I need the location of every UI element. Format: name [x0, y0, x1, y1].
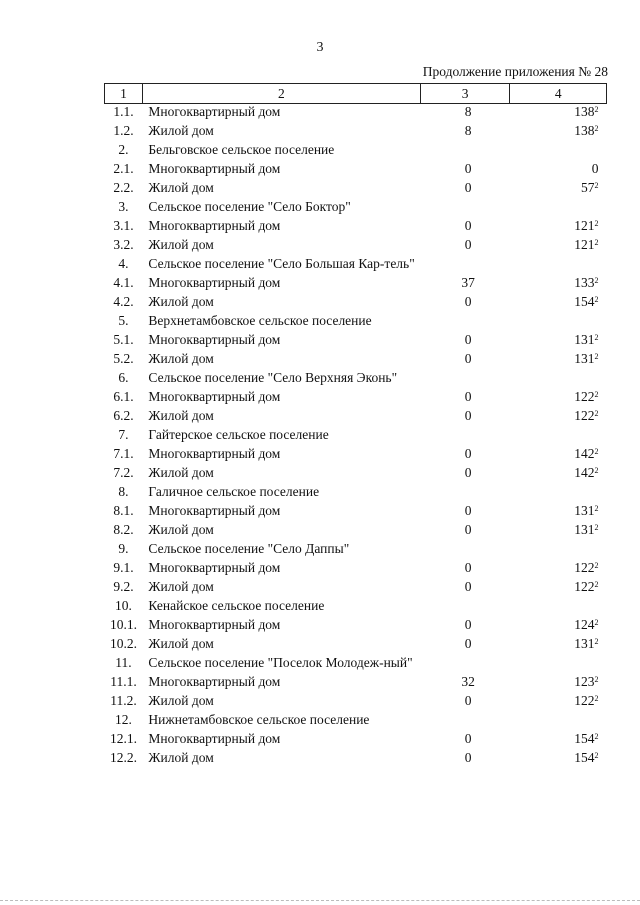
row-name: Многоквартирный дом [148, 389, 281, 404]
row-name-cell [142, 465, 420, 484]
row-col3-value: 0 [464, 560, 472, 575]
row-name: Многоквартирный дом [148, 104, 281, 119]
row-name-cell [142, 693, 420, 712]
row-number: 10.2. [109, 636, 137, 651]
row-name-cell [142, 522, 420, 541]
row-col3-value: 37 [461, 275, 475, 290]
row-col3-value: 32 [461, 674, 475, 689]
row-number: 1.2. [113, 123, 134, 138]
row-number: 3. [118, 199, 129, 214]
row-name-cell [142, 750, 420, 769]
row-name-cell [142, 560, 420, 579]
table-row [105, 142, 607, 161]
row-name: Сельское поселение "Село Большая Кар-тель" [148, 256, 415, 271]
row-name-cell [142, 446, 420, 465]
row-col3-value [420, 142, 510, 161]
row-name-cell [142, 332, 420, 351]
row-name: Кенайское сельское поселение [148, 598, 325, 613]
row-col4-cell [510, 370, 607, 389]
row-col4-cell [510, 750, 607, 769]
row-name: Жилой дом [148, 294, 214, 309]
row-col4-value: 122 [574, 693, 595, 708]
row-col3-value: 0 [464, 408, 472, 423]
table-row [105, 180, 607, 199]
row-col4-value: 121 [574, 237, 595, 252]
header-col-4: 4 [510, 84, 607, 104]
row-col4-value: 131 [574, 503, 595, 518]
table-row [105, 389, 607, 408]
row-col4-value: 124 [574, 617, 595, 632]
table-row [105, 294, 607, 313]
header-col-2: 2 [142, 84, 420, 104]
row-number: 4. [118, 256, 129, 271]
table-row [105, 560, 607, 579]
row-name: Сельское поселение "Поселок Молодеж-ный" [148, 655, 413, 670]
row-col3-value: 0 [464, 389, 472, 404]
row-col4-cell [510, 389, 607, 408]
footnote-marker: 2 [594, 732, 599, 741]
table-row [105, 731, 607, 750]
row-col4-value: 57 [581, 180, 595, 195]
table-row [105, 313, 607, 332]
table-row [105, 484, 607, 503]
row-name: Многоквартирный дом [148, 275, 281, 290]
row-number: 3.2. [113, 237, 134, 252]
table-row [105, 617, 607, 636]
header-col-3: 3 [420, 84, 510, 104]
row-name: Гайтерское сельское поселение [148, 427, 329, 442]
row-col3-value: 0 [464, 294, 472, 309]
footnote-marker: 2 [594, 390, 599, 399]
row-number: 4.2. [113, 294, 134, 309]
row-col4-value: 138 [574, 104, 595, 119]
row-col4-cell [510, 104, 607, 124]
row-number: 1.1. [113, 104, 134, 119]
row-col4-cell [510, 541, 607, 560]
row-name: Жилой дом [148, 351, 214, 366]
table-row [105, 693, 607, 712]
row-name: Жилой дом [148, 750, 214, 765]
table-row [105, 541, 607, 560]
row-col4-cell [510, 446, 607, 465]
table-row [105, 161, 607, 180]
row-number: 9. [118, 541, 129, 556]
row-name-cell [142, 104, 420, 124]
row-col4-value: 0 [591, 161, 599, 176]
row-name: Жилой дом [148, 636, 214, 651]
row-name-cell [142, 427, 420, 446]
table-row [105, 503, 607, 522]
row-col3-value: 0 [464, 161, 472, 176]
row-name-cell [142, 503, 420, 522]
table-body [105, 104, 607, 770]
row-col4-cell [510, 408, 607, 427]
row-col4-value: 133 [574, 275, 595, 290]
row-name: Жилой дом [148, 408, 214, 423]
table-row [105, 427, 607, 446]
row-col4-value: 121 [574, 218, 595, 233]
row-col4-cell [510, 484, 607, 503]
row-col3-value: 0 [464, 617, 472, 632]
row-number: 10.1. [109, 617, 137, 632]
row-name-cell [142, 674, 420, 693]
row-name: Многоквартирный дом [148, 218, 281, 233]
table-row [105, 218, 607, 237]
row-name: Сельское поселение "Село Даппы" [148, 541, 350, 556]
row-name: Многоквартирный дом [148, 332, 281, 347]
row-col3-value [420, 313, 510, 332]
row-name: Жилой дом [148, 693, 214, 708]
row-number: 12. [115, 712, 132, 727]
row-col4-cell [510, 617, 607, 636]
table-row [105, 655, 607, 674]
row-number: 3.1. [113, 218, 134, 233]
row-col3-value: 0 [464, 750, 472, 765]
row-col4-cell [510, 237, 607, 256]
row-number: 9.1. [113, 560, 134, 575]
row-name-cell [142, 484, 420, 503]
row-name: Жилой дом [148, 579, 214, 594]
row-number: 5.1. [113, 332, 134, 347]
table-row [105, 256, 607, 275]
row-name-cell [142, 408, 420, 427]
row-col4-cell [510, 332, 607, 351]
row-col3-value [420, 484, 510, 503]
row-col3-value: 0 [464, 218, 472, 233]
row-name: Сельское поселение "Село Верхняя Эконь" [148, 370, 398, 385]
row-name: Галичное сельское поселение [148, 484, 320, 499]
row-col4-cell [510, 636, 607, 655]
row-col4-value: 131 [574, 522, 595, 537]
row-col4-value: 131 [574, 636, 595, 651]
footnote-marker: 2 [594, 675, 599, 684]
row-col4-cell [510, 142, 607, 161]
row-name-cell [142, 313, 420, 332]
row-number: 7.1. [113, 446, 134, 461]
row-col4-value: 154 [574, 750, 595, 765]
row-name: Жилой дом [148, 465, 214, 480]
footnote-marker: 2 [594, 181, 599, 190]
row-name-cell [142, 636, 420, 655]
row-col4-cell [510, 465, 607, 484]
row-col3-value [420, 370, 510, 389]
row-col4-value: 122 [574, 389, 595, 404]
row-name-cell [142, 256, 420, 275]
row-col4-value: 154 [574, 731, 595, 746]
row-col4-cell [510, 712, 607, 731]
row-col4-cell [510, 313, 607, 332]
footnote-marker: 2 [594, 219, 599, 228]
row-col4-cell [510, 256, 607, 275]
footnote-marker: 2 [594, 295, 599, 304]
row-col3-value [420, 256, 510, 275]
row-number: 9.2. [113, 579, 134, 594]
row-col3-value: 0 [464, 636, 472, 651]
row-name-cell [142, 218, 420, 237]
row-name: Верхнетамбовское сельское поселение [148, 313, 372, 328]
row-name-cell [142, 712, 420, 731]
table-row [105, 199, 607, 218]
footnote-marker: 2 [594, 618, 599, 627]
row-col4-cell [510, 598, 607, 617]
appendix-caption: Продолжение приложения № 28 [422, 64, 608, 79]
row-col3-value [420, 199, 510, 218]
row-col4-cell [510, 693, 607, 712]
row-name-cell [142, 142, 420, 161]
row-col4-value: 154 [574, 294, 595, 309]
row-name-cell [142, 294, 420, 313]
row-name: Жилой дом [148, 180, 214, 195]
row-number: 7. [118, 427, 129, 442]
row-name-cell [142, 237, 420, 256]
row-col3-value [420, 712, 510, 731]
footnote-marker: 2 [594, 637, 599, 646]
row-col4-cell [510, 351, 607, 370]
row-col3-value: 0 [464, 693, 472, 708]
row-number: 7.2. [113, 465, 134, 480]
table-row [105, 351, 607, 370]
footnote-marker: 2 [594, 238, 599, 247]
row-col4-cell [510, 522, 607, 541]
row-col4-cell [510, 731, 607, 750]
footnote-marker: 2 [594, 352, 599, 361]
row-col4-cell [510, 161, 607, 180]
row-col4-value: 131 [574, 332, 595, 347]
row-name: Многоквартирный дом [148, 161, 281, 176]
row-col4-cell [510, 180, 607, 199]
row-col4-cell [510, 199, 607, 218]
footnote-marker: 2 [594, 124, 599, 133]
table-row [105, 446, 607, 465]
row-name: Многоквартирный дом [148, 617, 281, 632]
table-row [105, 465, 607, 484]
footnote-marker: 2 [594, 466, 599, 475]
table-row [105, 104, 607, 124]
footnote-marker: 2 [594, 694, 599, 703]
row-col4-cell [510, 674, 607, 693]
footnote-marker: 2 [594, 447, 599, 456]
row-name: Жилой дом [148, 522, 214, 537]
header-col-1: 1 [105, 84, 143, 104]
footnote-marker: 2 [594, 276, 599, 285]
row-number: 2. [118, 142, 129, 157]
row-name-cell [142, 579, 420, 598]
row-number: 11.1. [110, 674, 137, 689]
row-name-cell [142, 161, 420, 180]
row-name-cell [142, 731, 420, 750]
row-number: 5.2. [113, 351, 134, 366]
row-number: 2.1. [113, 161, 134, 176]
row-col4-value: 138 [574, 123, 595, 138]
row-col4-cell [510, 218, 607, 237]
footnote-marker: 2 [594, 751, 599, 760]
row-col4-value: 122 [574, 408, 595, 423]
row-col3-value: 8 [464, 123, 472, 138]
table-row [105, 332, 607, 351]
footnote-marker: 2 [594, 504, 599, 513]
row-number: 8. [118, 484, 129, 499]
row-number: 2.2. [113, 180, 134, 195]
row-name-cell [142, 617, 420, 636]
row-name-cell [142, 180, 420, 199]
row-col4-value: 142 [574, 446, 595, 461]
row-name: Многоквартирный дом [148, 560, 281, 575]
table-row [105, 712, 607, 731]
row-col3-value: 0 [464, 731, 472, 746]
table-row [105, 237, 607, 256]
row-name: Многоквартирный дом [148, 674, 281, 689]
row-col4-cell [510, 560, 607, 579]
table-row [105, 579, 607, 598]
table-row [105, 636, 607, 655]
row-col3-value [420, 427, 510, 446]
row-col3-value: 0 [464, 351, 472, 366]
row-name-cell [142, 655, 420, 674]
table-row [105, 408, 607, 427]
row-number: 4.1. [113, 275, 134, 290]
row-name: Бельговское сельское поселение [148, 142, 335, 157]
row-col3-value: 0 [464, 446, 472, 461]
table-row [105, 370, 607, 389]
row-col3-value: 0 [464, 579, 472, 594]
row-name-cell [142, 598, 420, 617]
row-number: 6. [118, 370, 129, 385]
row-name: Многоквартирный дом [148, 731, 281, 746]
table-header-row [105, 84, 607, 104]
row-number: 11.2. [110, 693, 137, 708]
row-col3-value [420, 598, 510, 617]
row-name: Нижнетамбовское сельское поселение [148, 712, 370, 727]
row-col4-value: 123 [574, 674, 595, 689]
scan-edge-line [0, 900, 640, 901]
table-row [105, 598, 607, 617]
row-col3-value: 0 [464, 237, 472, 252]
row-col3-value: 0 [464, 522, 472, 537]
footnote-marker: 2 [594, 105, 599, 114]
row-col4-value: 122 [574, 579, 595, 594]
footnote-marker: 2 [594, 561, 599, 570]
row-name: Жилой дом [148, 123, 214, 138]
page-number: 3 [316, 40, 324, 55]
row-col4-value: 142 [574, 465, 595, 480]
row-col4-value: 122 [574, 560, 595, 575]
row-number: 12.1. [109, 731, 137, 746]
row-col4-cell [510, 579, 607, 598]
footnote-marker: 2 [594, 409, 599, 418]
row-number: 11. [115, 655, 132, 670]
row-number: 5. [118, 313, 129, 328]
row-col3-value: 0 [464, 465, 472, 480]
row-name-cell [142, 541, 420, 560]
row-col4-cell [510, 123, 607, 142]
table-row [105, 275, 607, 294]
row-name-cell [142, 389, 420, 408]
row-name-cell [142, 351, 420, 370]
footnote-marker: 2 [594, 523, 599, 532]
row-col4-cell [510, 275, 607, 294]
row-col3-value [420, 541, 510, 560]
table-row [105, 750, 607, 769]
row-col4-cell [510, 427, 607, 446]
row-col3-value: 0 [464, 503, 472, 518]
row-number: 6.1. [113, 389, 134, 404]
row-name: Многоквартирный дом [148, 446, 281, 461]
row-col4-cell [510, 294, 607, 313]
row-name-cell [142, 370, 420, 389]
row-number: 8.2. [113, 522, 134, 537]
row-number: 10. [115, 598, 132, 613]
row-number: 8.1. [113, 503, 134, 518]
table-row [105, 674, 607, 693]
row-number: 6.2. [113, 408, 134, 423]
row-name: Многоквартирный дом [148, 503, 281, 518]
footnote-marker: 2 [594, 333, 599, 342]
row-name-cell [142, 199, 420, 218]
row-col4-cell [510, 655, 607, 674]
row-col3-value: 0 [464, 180, 472, 195]
row-name: Жилой дом [148, 237, 214, 252]
row-col3-value: 8 [464, 104, 472, 119]
table-row [105, 522, 607, 541]
row-col4-value: 131 [574, 351, 595, 366]
row-col3-value: 0 [464, 332, 472, 347]
row-name-cell [142, 123, 420, 142]
row-col4-cell [510, 503, 607, 522]
row-col3-value [420, 655, 510, 674]
row-number: 12.2. [109, 750, 137, 765]
footnote-marker: 2 [594, 580, 599, 589]
row-name-cell [142, 275, 420, 294]
table-row [105, 123, 607, 142]
row-name: Сельское поселение "Село Боктор" [148, 199, 351, 214]
data-table [104, 83, 607, 769]
